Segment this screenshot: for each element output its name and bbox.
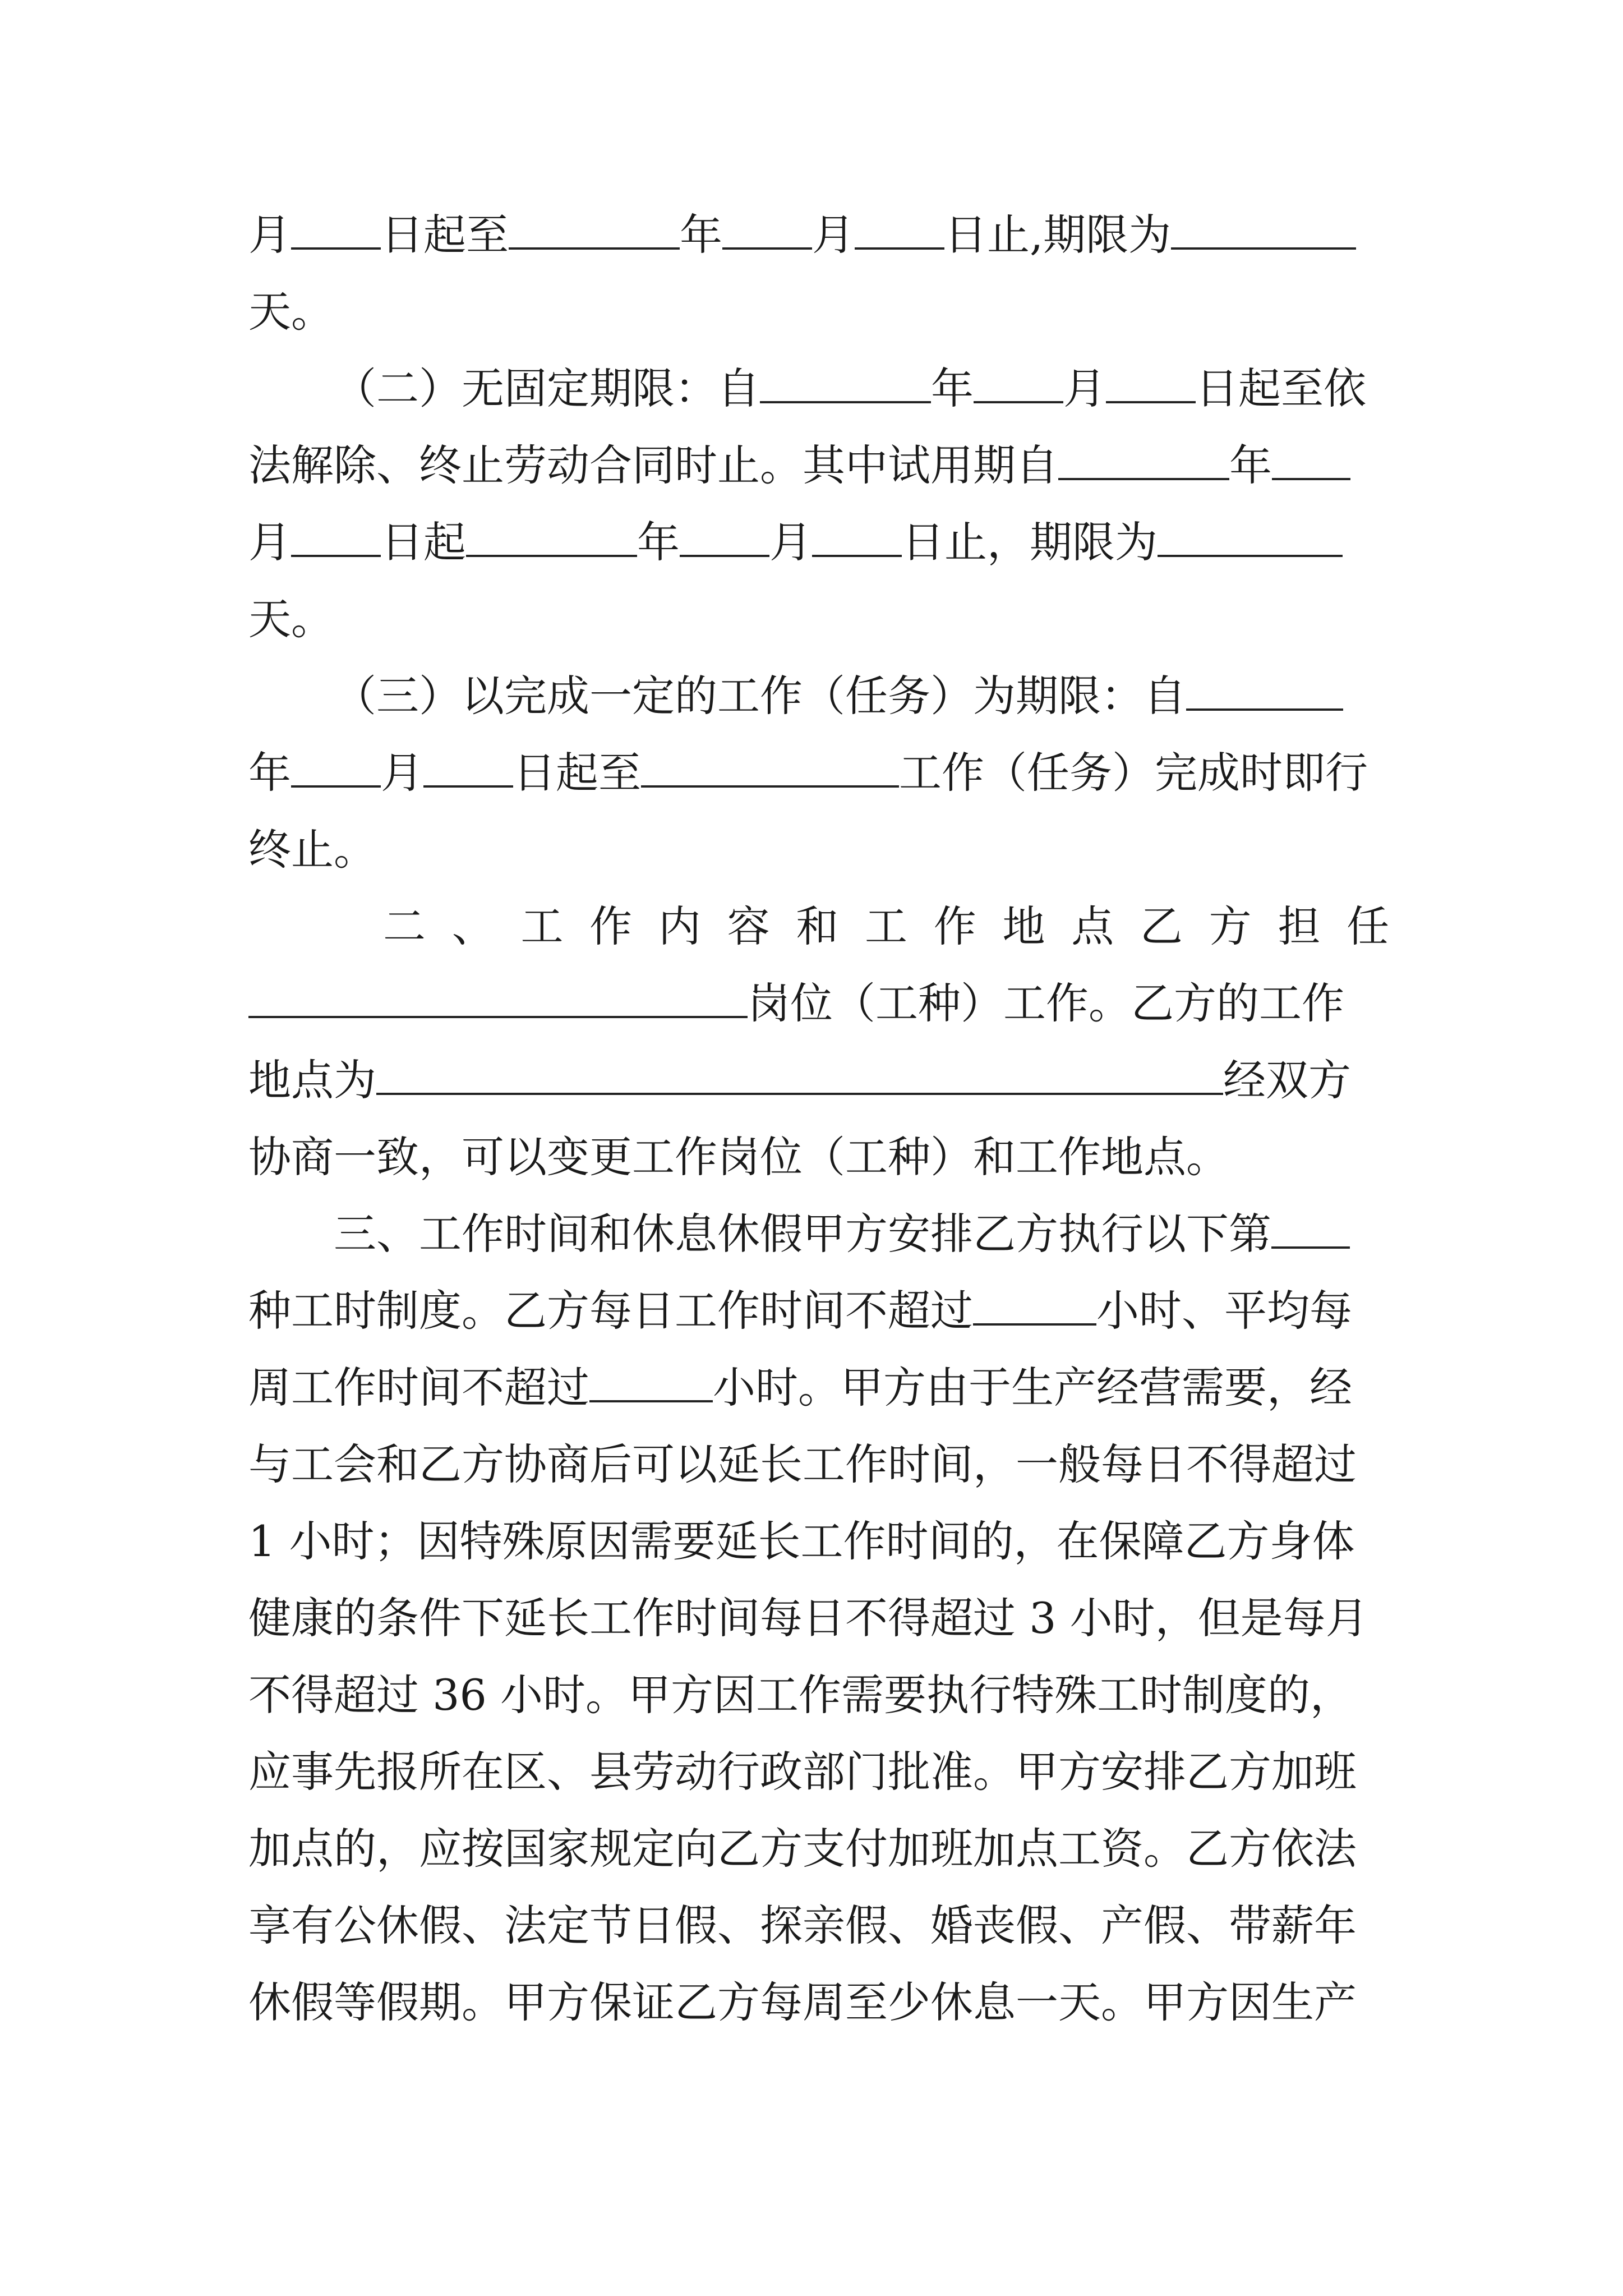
text-line: 应事先报所在区、县劳动行政部门批准。甲方安排乙方加班 — [248, 1747, 1357, 1797]
text-line: 三、工作时间和休息休假甲方安排乙方执行以下第 — [248, 1195, 1389, 1272]
fill-blank[interactable] — [1106, 367, 1196, 403]
contract-body-text — [248, 196, 1389, 2041]
text-line: 休假等假期。甲方保证乙方每周至少休息一天。甲方因生产 — [248, 1977, 1357, 2027]
fill-blank[interactable] — [812, 521, 902, 557]
fill-blank[interactable] — [760, 367, 931, 403]
fill-blank[interactable] — [722, 214, 812, 250]
fill-blank[interactable] — [589, 1366, 713, 1402]
text-line: 享有公休假、法定节日假、探亲假、婚丧假、产假、带薪年 — [248, 1901, 1357, 1950]
fill-blank[interactable] — [248, 982, 748, 1018]
fill-blank[interactable] — [291, 752, 381, 788]
text-line: （二）无固定期限：自 年 月 日起至依 — [334, 364, 1366, 413]
fill-blank[interactable] — [1058, 444, 1229, 480]
fill-blank[interactable] — [1186, 675, 1343, 711]
text-line: 法解除、终止劳动合同时止。其中试用期自 年 — [248, 427, 1389, 504]
section-heading-line: 二 、 工 作 内 容 和 工 作 地 点 乙 方 担 任 — [383, 901, 1389, 951]
text-line: 与工会和乙方协商后可以延长工作时间，一般每日不得超过 — [248, 1439, 1357, 1489]
fill-blank[interactable] — [974, 367, 1063, 403]
text-line: 终止。 — [248, 825, 376, 875]
text-line: 月 日起至 年 月 日止,期限为 — [248, 196, 1389, 273]
fill-blank[interactable] — [641, 752, 899, 788]
text-line: 岗位（工种）工作。乙方的工作 — [248, 965, 1389, 1042]
text-line: 天。 — [248, 287, 334, 337]
text-line: 天。 — [248, 594, 334, 644]
text-line: （三）以完成一定的工作（任务）为期限：自 — [248, 657, 1389, 734]
text-line: 协商一致，可以变更工作岗位（工种）和工作地点。 — [248, 1132, 1229, 1182]
text-line: 健康的条件下延长工作时间每日不得超过 3 小时，但是每月 — [248, 1593, 1368, 1643]
fill-blank[interactable] — [423, 752, 513, 788]
text-line: 地点为 经双方 — [248, 1055, 1351, 1105]
fill-blank[interactable] — [376, 1059, 1223, 1095]
fill-blank[interactable] — [1171, 214, 1356, 250]
text-line: 加点的，应按国家规定向乙方支付加班加点工资。乙方依法 — [248, 1824, 1357, 1874]
text-line: 月 日起 年 月 日止，期限为 — [248, 504, 1389, 581]
fill-blank[interactable] — [973, 1290, 1096, 1326]
fill-blank[interactable] — [680, 521, 769, 557]
text-line: 周工作时间不超过 小时。甲方由于生产经营需要，经 — [248, 1363, 1352, 1412]
fill-blank[interactable] — [509, 214, 680, 250]
text-line: 不得超过 36 小时。甲方因工作需要执行特殊工时制度的， — [248, 1670, 1353, 1720]
fill-blank[interactable] — [291, 214, 381, 250]
fill-blank[interactable] — [1272, 444, 1350, 480]
fill-blank[interactable] — [855, 214, 944, 250]
text-line: 种工时制度。乙方每日工作时间不超过 小时、平均每 — [248, 1286, 1352, 1336]
fill-blank[interactable] — [1271, 1213, 1350, 1249]
text-line: 年 月 日起至 工作（任务）完成时即行 — [248, 748, 1368, 798]
text-line: 1 小时；因特殊原因需要延长工作时间的，在保障乙方身体 — [248, 1516, 1355, 1566]
fill-blank[interactable] — [466, 521, 637, 557]
fill-blank[interactable] — [291, 521, 381, 557]
fill-blank[interactable] — [1158, 521, 1343, 557]
